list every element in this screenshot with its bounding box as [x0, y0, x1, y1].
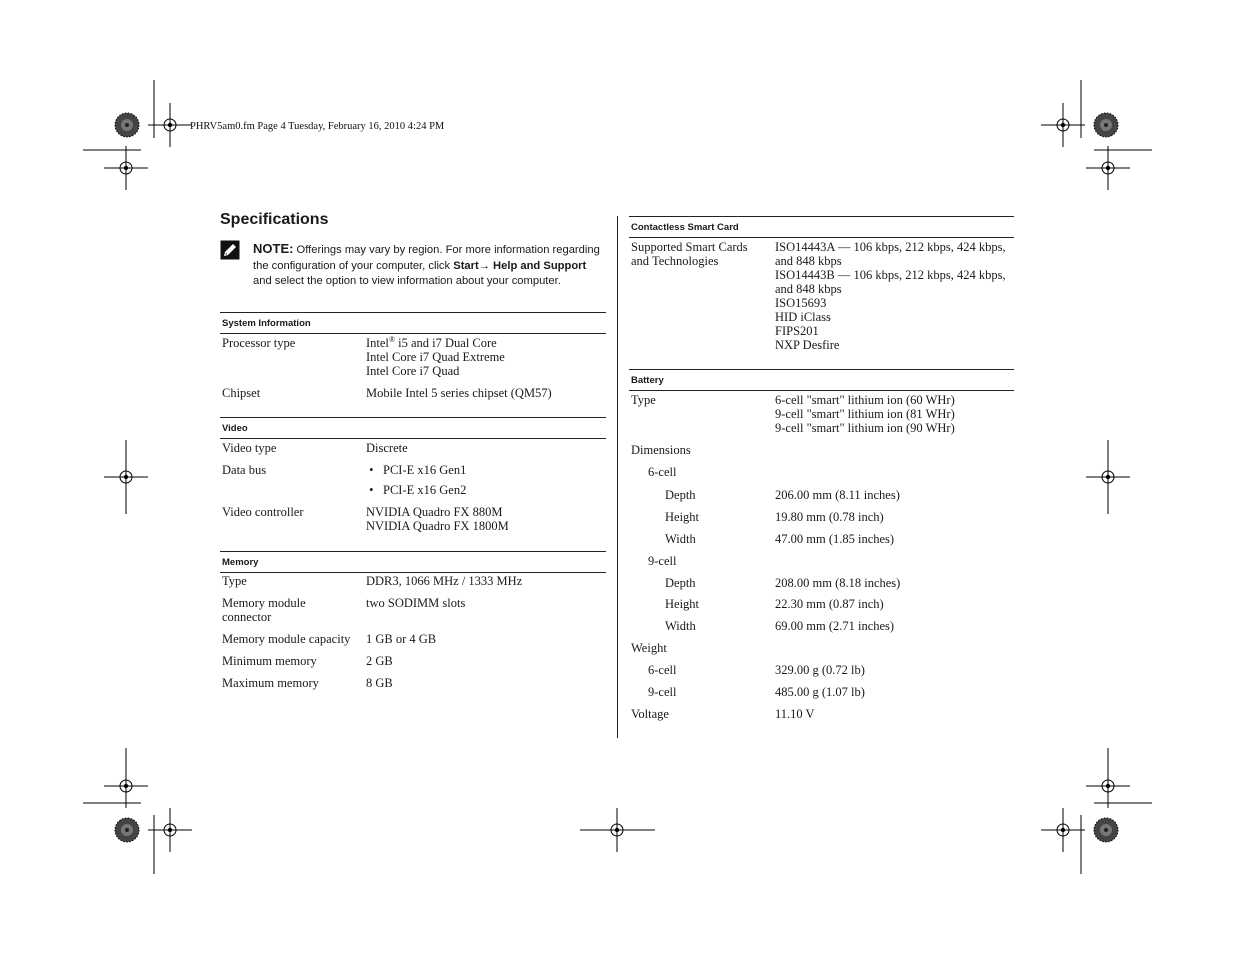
width-label: Width: [665, 619, 696, 633]
note-text-2: and select the option to view information about your computer.: [253, 275, 561, 288]
nine-cell-depth-value: 208.00 mm (8.18 inches): [775, 576, 901, 590]
height-label: Height: [665, 510, 700, 524]
processor-type-value-3: Intel Core i7 Quad: [366, 364, 460, 378]
six-cell-label: 6-cell: [648, 663, 677, 677]
smart-card-value: and 848 kbps: [775, 282, 842, 296]
dimensions-label: Dimensions: [631, 443, 691, 457]
note-label: NOTE:: [253, 241, 294, 256]
nine-cell-width-value: 69.00 mm (2.71 inches): [775, 619, 895, 633]
smart-card-value: HID iClass: [775, 310, 831, 324]
six-cell-width-value: 47.00 mm (1.85 inches): [775, 532, 895, 546]
maximum-memory-label: Maximum memory: [222, 676, 319, 690]
maximum-memory-value: 8 GB: [366, 676, 393, 690]
smart-card-value: ISO14443B — 106 kbps, 212 kbps, 424 kbps,: [775, 268, 1006, 282]
six-cell-weight-value: 329.00 g (0.72 lb): [775, 663, 865, 677]
weight-label: Weight: [631, 641, 667, 655]
depth-label: Depth: [665, 488, 696, 502]
arrow-icon: →: [478, 259, 490, 272]
memory-capacity-value: 1 GB or 4 GB: [366, 632, 437, 646]
section-heading-memory: Memory: [220, 551, 606, 573]
section-heading-video: Video: [220, 417, 606, 439]
data-bus-item: • PCI-E x16 Gen1: [366, 463, 467, 477]
video-type-label: Video type: [222, 441, 277, 455]
video-type-value: Discrete: [366, 441, 408, 455]
section-heading-system-information: System Information: [220, 312, 606, 334]
voltage-value: 11.10 V: [775, 707, 815, 721]
pencil-note-icon: [220, 240, 240, 260]
smart-card-value: ISO15693: [775, 296, 827, 310]
processor-type-value-1: Intel® i5 and i7 Dual Core: [366, 334, 497, 350]
section-heading-smart-card: Contactless Smart Card: [629, 216, 1014, 238]
smart-card-label-1: Supported Smart Cards: [631, 240, 748, 254]
registered-mark: ®: [388, 334, 395, 344]
voltage-label: Voltage: [631, 707, 669, 721]
nine-cell-height-value: 22.30 mm (0.87 inch): [775, 597, 884, 611]
minimum-memory-label: Minimum memory: [222, 654, 317, 668]
processor-type-value-2: Intel Core i7 Quad Extreme: [366, 350, 505, 364]
six-cell-depth-value: 206.00 mm (8.11 inches): [775, 488, 900, 502]
width-label: Width: [665, 532, 696, 546]
chipset-value: Mobile Intel 5 series chipset (QM57): [366, 386, 552, 400]
nine-cell-weight-value: 485.00 g (1.07 lb): [775, 685, 865, 699]
memory-type-label: Type: [222, 574, 247, 588]
video-controller-value-1: NVIDIA Quadro FX 880M: [366, 505, 503, 519]
section-heading-battery: Battery: [629, 369, 1014, 391]
column-divider: [617, 216, 618, 738]
page-title: Specifications: [220, 211, 329, 228]
chipset-label: Chipset: [222, 386, 261, 400]
note-text-1: Offerings may vary by region. For more information regarding the configuration of your computer, click: [253, 244, 600, 272]
video-controller-value-2: NVIDIA Quadro FX 1800M: [366, 519, 509, 533]
bullet-icon: •: [366, 483, 374, 497]
help-support-ref: Help and Support: [489, 259, 587, 272]
smart-card-label-2: and Technologies: [631, 254, 719, 268]
memory-connector-label-2: connector: [222, 610, 272, 624]
video-controller-label: Video controller: [222, 505, 304, 519]
six-cell-label: 6-cell: [648, 465, 677, 479]
battery-type-label: Type: [631, 393, 656, 407]
file-header: PHRV5am0.fm Page 4 Tuesday, February 16, 2010 4:24 PM: [190, 121, 445, 132]
battery-type-value: 6-cell "smart" lithium ion (60 WHr): [775, 393, 955, 407]
battery-type-value: 9-cell "smart" lithium ion (90 WHr): [775, 421, 955, 435]
data-bus-item: • PCI-E x16 Gen2: [366, 483, 467, 497]
nine-cell-label: 9-cell: [648, 685, 677, 699]
smart-card-value: ISO14443A — 106 kbps, 212 kbps, 424 kbps,: [775, 240, 1006, 254]
note-paragraph: [253, 241, 605, 290]
smart-card-value: and 848 kbps: [775, 254, 842, 268]
data-bus-label: Data bus: [222, 463, 267, 477]
bullet-icon: •: [366, 463, 374, 477]
depth-label: Depth: [665, 576, 696, 590]
height-label: Height: [665, 597, 700, 611]
processor-type-label: Processor type: [222, 336, 296, 350]
smart-card-value: FIPS201: [775, 324, 819, 338]
memory-capacity-label: Memory module capacity: [222, 632, 351, 646]
start-menu-ref: Start: [453, 259, 479, 272]
memory-connector-value: two SODIMM slots: [366, 596, 466, 610]
memory-type-value: DDR3, 1066 MHz / 1333 MHz: [366, 574, 523, 588]
memory-connector-label-1: Memory module: [222, 596, 306, 610]
six-cell-height-value: 19.80 mm (0.78 inch): [775, 510, 884, 524]
smart-card-value: NXP Desfire: [775, 338, 840, 352]
minimum-memory-value: 2 GB: [366, 654, 393, 668]
nine-cell-label: 9-cell: [648, 554, 677, 568]
battery-type-value: 9-cell "smart" lithium ion (81 WHr): [775, 407, 955, 421]
